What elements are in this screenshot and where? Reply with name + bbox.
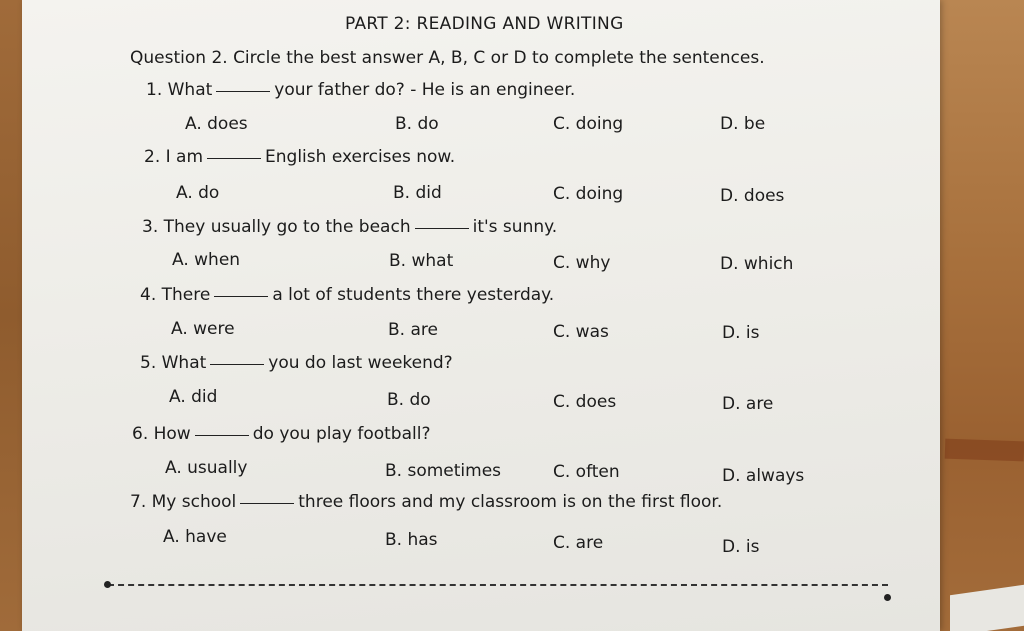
question-2 bbox=[144, 147, 455, 167]
option-5a[interactable]: A. did bbox=[169, 387, 218, 407]
question-6 bbox=[132, 424, 430, 444]
option-2b[interactable]: B. did bbox=[393, 183, 442, 203]
question-3 bbox=[142, 217, 557, 237]
question-3-end: it's sunny. bbox=[472, 217, 558, 237]
wooden-table-right bbox=[930, 0, 1024, 631]
divider-start-dot bbox=[104, 581, 111, 588]
dashed-divider bbox=[108, 584, 888, 586]
question-4 bbox=[140, 285, 554, 305]
question-2-end: English exercises now. bbox=[265, 147, 456, 167]
question-5-end: you do last weekend? bbox=[268, 353, 453, 373]
answer-blank bbox=[210, 364, 264, 365]
question-instruction: Question 2. Circle the best answer A, B, C or D to complete the sentences. bbox=[130, 48, 765, 68]
option-5c[interactable]: C. does bbox=[553, 392, 617, 412]
option-5d[interactable]: D. are bbox=[722, 394, 774, 414]
answer-blank bbox=[216, 91, 270, 92]
option-6b[interactable]: B. sometimes bbox=[385, 461, 502, 481]
question-7 bbox=[130, 492, 722, 512]
question-1-end: your father do? - He is an engineer. bbox=[274, 80, 576, 100]
option-1a[interactable]: A. does bbox=[185, 114, 248, 134]
question-1 bbox=[146, 80, 575, 100]
option-7b[interactable]: B. has bbox=[385, 530, 438, 550]
option-7a[interactable]: A. have bbox=[163, 527, 227, 547]
answer-blank bbox=[195, 435, 249, 436]
answer-blank bbox=[415, 228, 469, 229]
question-7-end: three floors and my classroom is on the first floor. bbox=[298, 492, 723, 512]
option-3d[interactable]: D. which bbox=[720, 254, 794, 274]
question-5 bbox=[140, 353, 453, 373]
option-2a[interactable]: A. do bbox=[176, 183, 220, 203]
option-1c[interactable]: C. doing bbox=[553, 114, 624, 134]
option-2c[interactable]: C. doing bbox=[553, 184, 624, 204]
option-4d[interactable]: D. is bbox=[722, 323, 760, 343]
option-3c[interactable]: C. why bbox=[553, 253, 611, 273]
option-6a[interactable]: A. usually bbox=[165, 458, 248, 478]
option-7d[interactable]: D. is bbox=[722, 537, 760, 557]
question-6-start: 6. How bbox=[132, 424, 191, 444]
question-2-start: 2. I am bbox=[144, 147, 204, 167]
option-2d[interactable]: D. does bbox=[720, 186, 785, 206]
option-1d[interactable]: D. be bbox=[720, 114, 766, 134]
question-4-end: a lot of students there yesterday. bbox=[272, 285, 555, 305]
part-title: PART 2: READING AND WRITING bbox=[345, 14, 624, 34]
question-5-start: 5. What bbox=[140, 353, 207, 373]
answer-blank bbox=[240, 503, 294, 504]
option-4c[interactable]: C. was bbox=[553, 322, 609, 342]
table-stain bbox=[945, 439, 1024, 462]
question-4-start: 4. There bbox=[140, 285, 211, 305]
option-1b[interactable]: B. do bbox=[395, 114, 439, 134]
question-6-end: do you play football? bbox=[252, 424, 431, 444]
option-3a[interactable]: A. when bbox=[172, 250, 241, 270]
option-6d[interactable]: D. always bbox=[722, 466, 805, 486]
divider-end-dot bbox=[884, 594, 891, 601]
option-5b[interactable]: B. do bbox=[387, 390, 431, 410]
option-6c[interactable]: C. often bbox=[553, 462, 620, 482]
option-4b[interactable]: B. are bbox=[388, 320, 438, 340]
question-3-start: 3. They usually go to the beach bbox=[142, 217, 411, 237]
option-4a[interactable]: A. were bbox=[171, 319, 235, 339]
question-1-start: 1. What bbox=[146, 80, 213, 100]
answer-blank bbox=[207, 158, 261, 159]
option-7c[interactable]: C. are bbox=[553, 533, 604, 553]
question-7-start: 7. My school bbox=[130, 492, 237, 512]
answer-blank bbox=[214, 296, 268, 297]
option-3b[interactable]: B. what bbox=[389, 251, 454, 271]
